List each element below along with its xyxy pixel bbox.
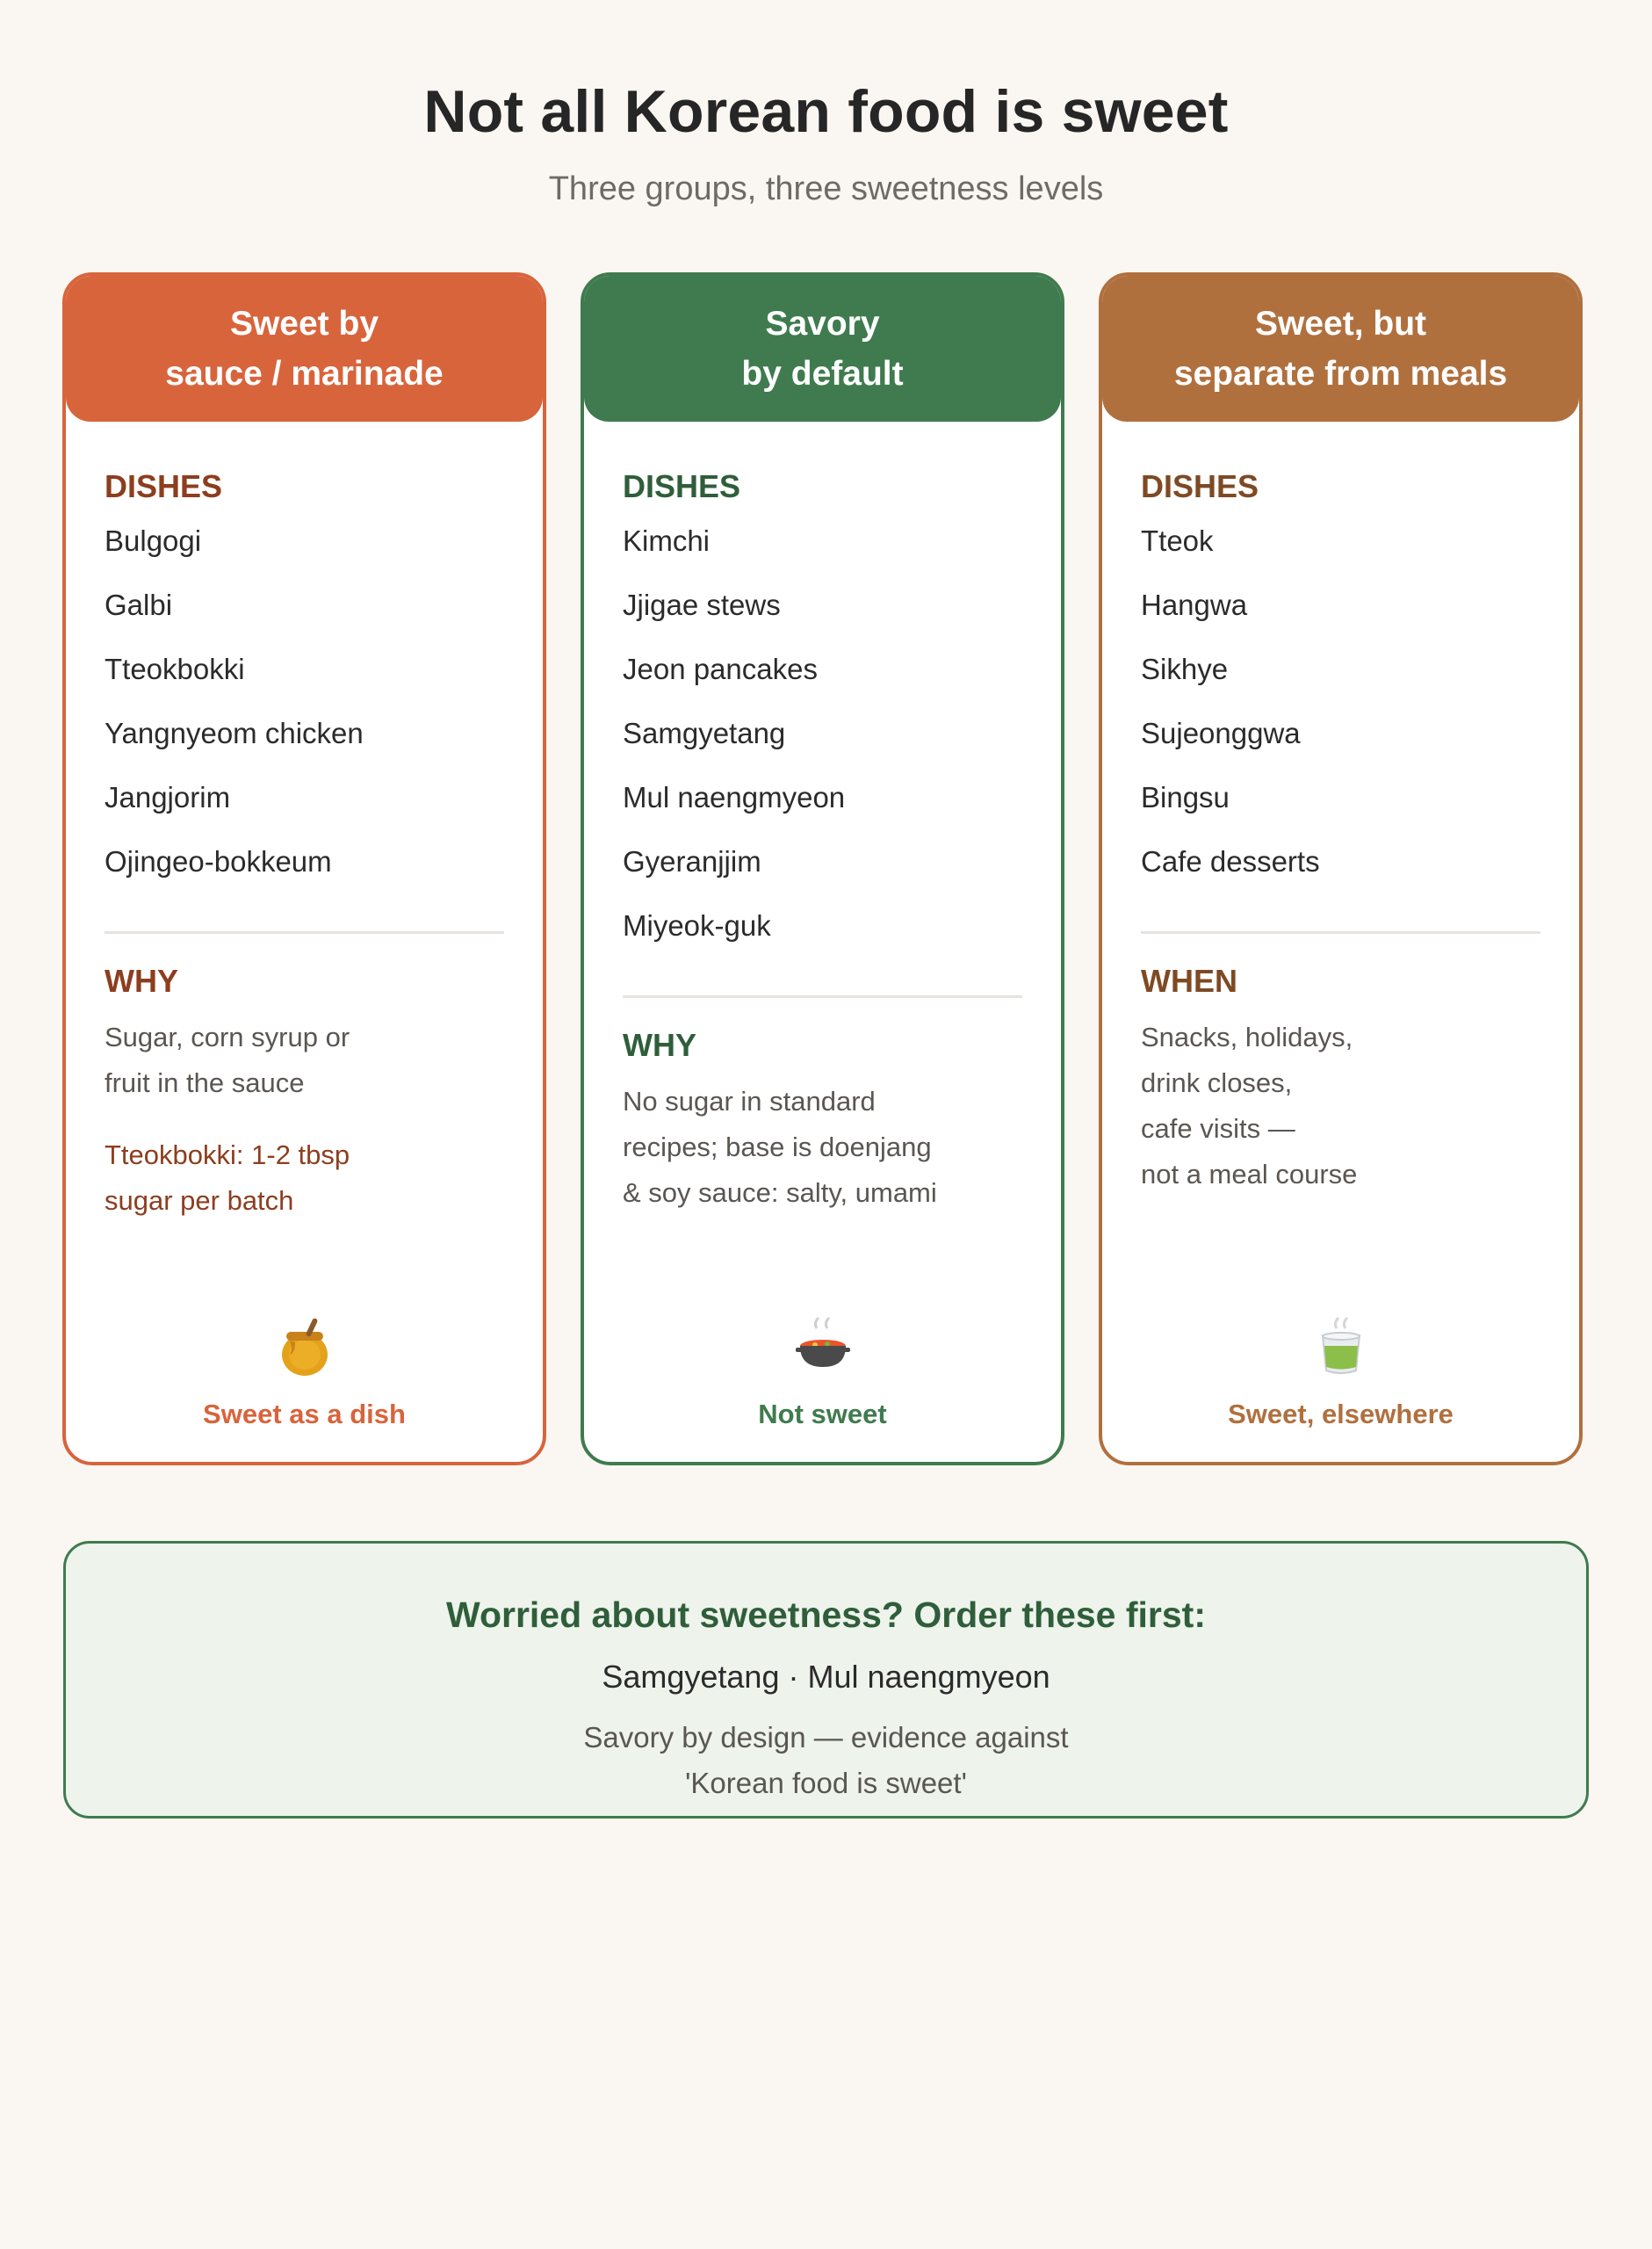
callout-note-line: Savory by design — evidence against (583, 1721, 1069, 1754)
when-line: drink closes, (1141, 1067, 1293, 1098)
dish-item: Jjigae stews (623, 589, 781, 621)
card-savory-by-default (581, 272, 1064, 1465)
card-sweet-separate (1099, 272, 1583, 1465)
dish-list (1141, 524, 1540, 908)
why-line: No sugar in standard (623, 1086, 876, 1117)
when-line: not a meal course (1141, 1159, 1358, 1190)
dish-item: Kimchi (623, 524, 711, 557)
card-sweet-by-sauce (62, 272, 546, 1465)
dishes-label: DISHES (1141, 468, 1259, 504)
dish-list (105, 524, 504, 908)
why-line: Sugar, corn syrup or (105, 1022, 350, 1052)
divider (105, 931, 504, 934)
page-title: Not all Korean food is sweet (423, 78, 1229, 145)
dish-item: Mul naengmyeon (623, 781, 846, 814)
card-header (1102, 276, 1579, 422)
why-line: & soy sauce: salty, umami (623, 1177, 937, 1208)
why-label: WHY (105, 963, 178, 999)
dish-item: Miyeok-guk (623, 909, 771, 942)
why-label: WHY (623, 1027, 696, 1063)
dish-item: Sikhye (1141, 653, 1229, 685)
card-header (584, 276, 1061, 422)
dish-item: Bingsu (1141, 781, 1230, 814)
card-header-line: Savory (765, 305, 880, 343)
dish-item: Hangwa (1141, 589, 1248, 621)
divider (623, 995, 1022, 998)
teacup-icon (1314, 1316, 1368, 1378)
dishes-label: DISHES (105, 468, 223, 504)
card-header-line: Sweet by (229, 305, 379, 343)
dish-item: Cafe desserts (1141, 845, 1320, 878)
footer-label: Sweet, elsewhere (1228, 1399, 1454, 1429)
card-header-line: Sweet, but (1254, 305, 1427, 343)
dish-item: Ojingeo-bokkeum (105, 845, 332, 878)
dish-item: Tteokbokki (105, 653, 245, 685)
callout-note-line: 'Korean food is sweet' (685, 1767, 967, 1799)
card-footer (584, 1316, 1061, 1430)
note-line: sugar per batch (105, 1185, 294, 1216)
why-text (623, 1079, 1022, 1216)
dish-item: Tteok (1141, 524, 1214, 557)
callout-note (66, 1715, 1586, 1806)
dish-item: Samgyetang (623, 717, 786, 749)
when-line: Snacks, holidays, (1141, 1022, 1353, 1052)
dish-item: Jeon pancakes (623, 653, 818, 685)
page-subtitle: Three groups, three sweetness levels (548, 170, 1104, 207)
card-header-line: separate from meals (1173, 355, 1508, 393)
why-line: fruit in the sauce (105, 1067, 305, 1098)
recommendation-callout (63, 1541, 1589, 1819)
card-footer (1102, 1316, 1579, 1430)
dish-item: Yangnyeom chicken (105, 717, 364, 749)
callout-title: Worried about sweetness? Order these first: (445, 1595, 1206, 1635)
card-header-line: by default (741, 355, 904, 393)
footer-label: Sweet as a dish (203, 1399, 406, 1429)
card-header-line: sauce / marinade (165, 355, 444, 393)
divider (1141, 931, 1540, 934)
when-text (1141, 1015, 1540, 1197)
why-line: recipes; base is doenjang (623, 1132, 932, 1162)
sugar-note (105, 1132, 504, 1224)
dish-item: Gyeranjjim (623, 845, 761, 878)
dishes-label: DISHES (623, 468, 741, 504)
callout-dishes: Samgyetang · Mul naengmyeon (602, 1659, 1050, 1695)
when-line: cafe visits — (1141, 1113, 1295, 1144)
card-header (66, 276, 543, 422)
dish-item: Sujeonggwa (1141, 717, 1301, 749)
dish-item: Bulgogi (105, 524, 202, 557)
when-label: WHEN (1141, 963, 1237, 999)
pot-of-food-icon (796, 1316, 850, 1378)
dish-item: Galbi (105, 589, 173, 621)
dish-list (623, 524, 1022, 973)
footer-label: Not sweet (758, 1399, 887, 1429)
note-line: Tteokbokki: 1-2 tbsp (105, 1139, 350, 1170)
honey-pot-icon (278, 1316, 332, 1378)
card-footer (66, 1316, 543, 1430)
why-text (105, 1015, 504, 1106)
dish-item: Jangjorim (105, 781, 231, 814)
